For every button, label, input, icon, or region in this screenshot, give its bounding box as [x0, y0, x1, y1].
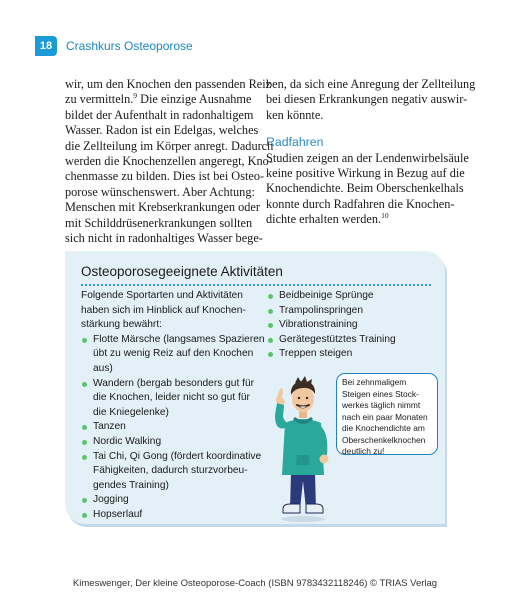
text-line: werden die Knochenzellen angeregt, Kno- [65, 154, 273, 169]
activities-info-box [65, 251, 445, 524]
text-line: dichte erhalten werden.$^{10}$ [266, 211, 389, 227]
text-line: Menschen mit Krebserkrankungen oder [65, 200, 260, 215]
list-item: Jogging [81, 493, 266, 508]
text-line: Knochendichte. Beim Oberschenkelhals [266, 181, 464, 196]
page-number: 18 [35, 36, 57, 56]
list-item: Nordic Walking [81, 435, 266, 450]
box-right-column [267, 289, 437, 362]
bullet-icon [82, 455, 87, 460]
text-line: porose wünschenswert. Aber Achtung: [65, 184, 255, 199]
list-item: Hopserlauf [81, 508, 266, 523]
text-line: chenmasse zu bilden. Dies ist bei Osteo- [65, 169, 265, 184]
bullet-icon [82, 338, 87, 343]
list-item: Treppen steigen [267, 347, 437, 362]
list-item: Gerätegestütztes Training [267, 333, 437, 348]
bullet-icon [268, 323, 273, 328]
list-item: Trampolinspringen [267, 304, 437, 319]
text-line: bildet der Aufenthalt in radonhaltigem [65, 107, 254, 122]
text-line: sich nicht in radonhaltiges Wasser bege- [65, 231, 263, 246]
intro-text: Folgende Sportarten und Aktivitäten haben sich im Hinblick auf Knochen- stärkung bewährt: [81, 290, 246, 331]
running-title: Crashkurs Osteoporose [66, 39, 193, 53]
list-item: Tanzen [81, 420, 266, 435]
list-item: Vibrationstraining [267, 318, 437, 333]
text-line: keine positive Wirkung in Bezug auf die [266, 166, 465, 181]
box-left-column [81, 289, 266, 523]
left-text-column [65, 77, 274, 246]
bullet-icon [82, 440, 87, 445]
page-footer: Kimeswenger, Der kleine Osteoporose-Coach (ISBN 9783432118246) © TRIAS Verlag [72, 578, 438, 589]
text-line: zu vermitteln.$^9$ Die einzige Ausnahme [65, 91, 252, 107]
page-header [0, 36, 260, 56]
speech-bubble: Bei zehnmaligem Steigen eines Stock- werkes täglich nimmt nach ein paar Monaten die Knochendichte am Oberschenkelknochen deutlich zu! [336, 373, 438, 455]
list-item: Tai Chi, Qi Gong (fördert koordinative Fähigkeiten, dadurch sturzvorbeu- gendes Training) [81, 450, 266, 494]
list-item: Flotte Märsche (langsames Spazieren übt zu wenig Reiz auf den Knochen aus) [81, 333, 266, 377]
text-line: bei diesen Erkrankungen negativ auswir- [266, 92, 468, 107]
footnote-marker: 10 [381, 211, 389, 221]
right-text-column [266, 77, 476, 228]
text-line: konnte durch Radfahren die Knochen- [266, 196, 455, 211]
text-line: Studien zeigen an der Lendenwirbelsäule [266, 150, 469, 165]
bullet-icon [82, 425, 87, 430]
text-line: Wasser. Radon ist ein Edelgas, welches [65, 123, 259, 138]
bullet-icon [268, 338, 273, 343]
bullet-icon [82, 513, 87, 518]
list-item: Wandern (bergab besonders gut für die Knochen, leider nicht so gut für die Kniegelenke) [81, 377, 266, 421]
list-item: Beidbeinige Sprünge [267, 289, 437, 304]
footnote-marker: 9 [133, 91, 138, 101]
bullet-icon [268, 309, 273, 314]
bullet-icon [268, 352, 273, 357]
dotted-divider [81, 284, 431, 286]
text-line: ben, da sich eine Anregung der Zellteilung [266, 77, 476, 91]
bullet-icon [268, 294, 273, 299]
bullet-icon [82, 498, 87, 503]
box-title: Osteoporosegeeignete Aktivitäten [81, 264, 283, 279]
section-heading-radfahren: Radfahren [266, 135, 324, 150]
text-line: wir, um den Knochen den passenden Reiz [65, 77, 272, 91]
text-line: ken könnte. [266, 107, 324, 122]
text-line: die Zellteilung im Körper anregt. Dadurch [65, 138, 274, 153]
bullet-icon [82, 382, 87, 387]
text-line: mit Schilddrüsenerkrankungen sollten [65, 215, 253, 230]
